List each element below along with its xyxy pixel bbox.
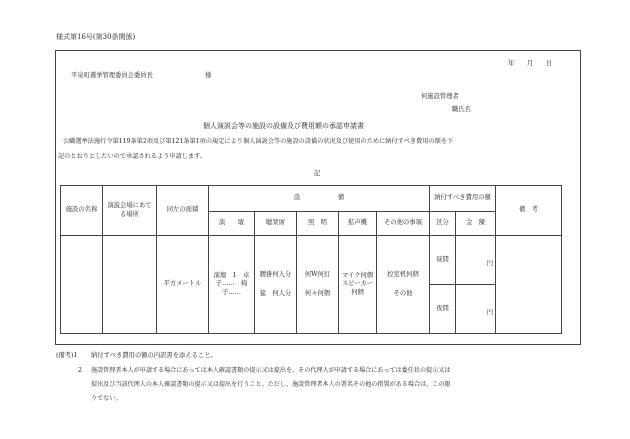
header-other: その他の事項 [377,212,430,236]
applicant-title: 何施設管理者 [421,93,459,100]
note-1: 納付すべき費用の額の内訳書を添えること。 [91,352,217,359]
cell-venue [103,236,157,334]
lighting-value-2: 何々何個 [304,289,331,297]
cell-day-amount [456,236,496,285]
lighting-value-1: 何W何灯 [304,271,331,279]
cell-seats [255,236,297,334]
note-2-number: 2 [78,367,83,374]
date-line: 年 月 日 [508,60,553,67]
cell-other [377,236,430,334]
ki-heading: 記 [314,170,321,177]
document-title: 個人演説会等の施設の設備及び費用額の承認申請書 [203,122,364,130]
seats-value-1: 腰掛何人分 [259,271,292,279]
header-venue: 演説会場にあてる場所 [103,186,157,236]
yen-unit-day: 円 [486,259,493,267]
cell-day-label: 昼間 [430,236,456,285]
note-2-line3: りでない。 [91,395,122,402]
note-2-line1: 施設管理者本人が申請する場合にあっては本人確認書類の提示又は提出を、その代理人が申請する場合にあっては委任状の提示又は [91,367,451,374]
addressee-suffix: 様 [205,72,212,79]
header-stage: 演 壇 [209,212,255,236]
header-facility-name: 施設の名称 [61,186,103,236]
body-text-line1: 公職選挙法施行令第119条第2項及び第121条第1項の規定により個人演説会等の施設の設備の状況及び使用のために納付すべき費用の額を下 [63,138,454,145]
cell-facility-name [61,236,103,334]
cell-stage: 演壇 1 卓子…… 椅子…… [209,236,255,334]
equipment-table [60,185,562,334]
cell-lighting [297,236,339,334]
header-lighting: 照 明 [297,212,339,236]
cell-remarks [496,236,562,334]
other-value-2: その他 [393,289,413,297]
header-pa: 拡声機 [339,212,377,236]
addressee: 平泉町選挙管理委員会委員長 [71,72,153,79]
seats-value-2: 筵 何人分 [259,289,292,297]
applicant-name: 職氏名 [452,106,471,113]
yen-unit-night: 円 [486,308,493,316]
header-remarks: 備 考 [496,186,562,236]
header-category: 区分 [430,212,456,236]
cell-area: 平方メートル [157,236,209,334]
other-value-1: 控室机何個 [387,271,419,279]
notes-label: (備考)1 [56,352,78,359]
cell-night-amount [456,285,496,334]
header-equipment: 設 備 [209,186,430,212]
cell-night-label: 夜間 [430,285,456,334]
body-text-line2: 記のとおりとしたいので承認されるよう申請します。 [58,153,207,160]
form-number: 様式第16号(第30条関係) [56,33,136,41]
header-amount: 金 額 [456,212,496,236]
header-area: 同左の面積 [157,186,209,236]
note-2-line2: 提出及び当該代理人の本人確認書類の提示又は提出を行うこと。ただし、施設管理者本人の署名その他の措置がある場合は、この限 [91,381,451,388]
header-fee: 納付すべき費用の額 [430,186,496,212]
cell-pa: マイク何個スピーカー何個 [339,236,377,334]
header-seats: 聴衆席 [255,212,297,236]
